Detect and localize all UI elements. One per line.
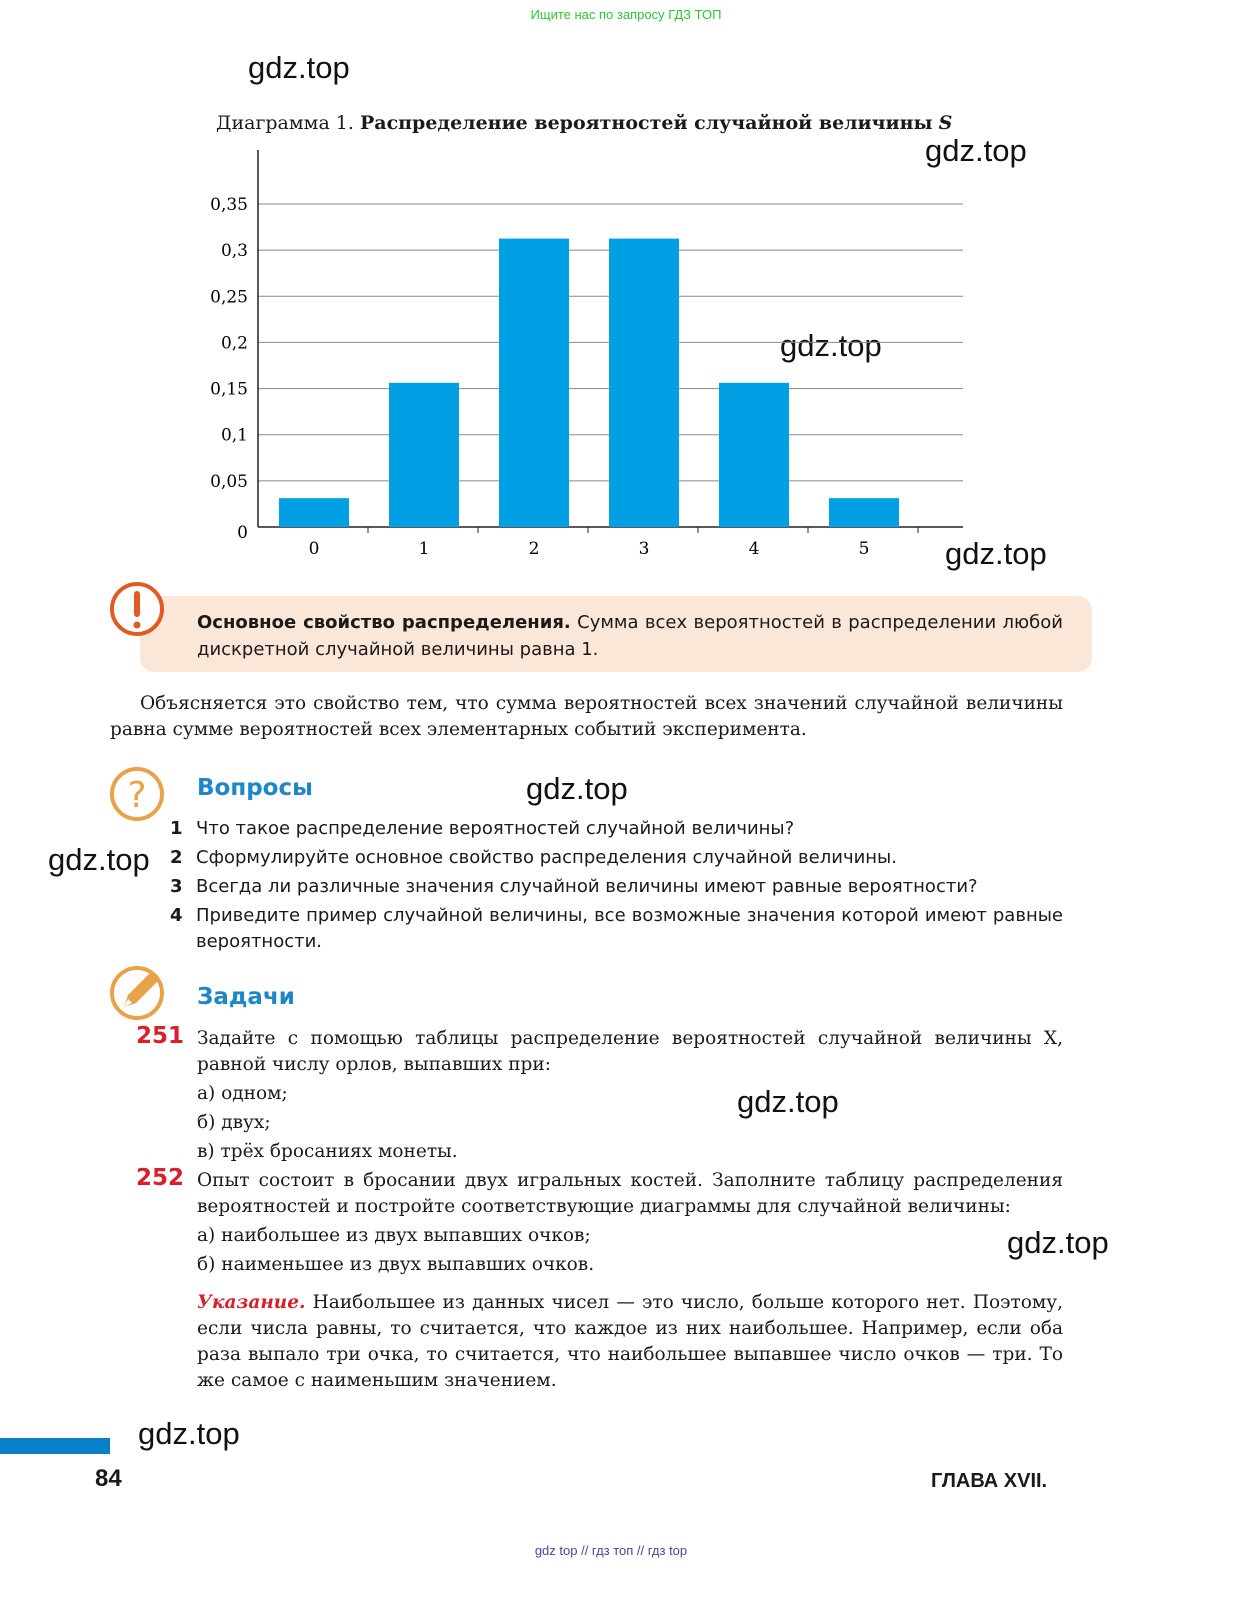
bar	[389, 383, 459, 527]
y-tick-label: 0,2	[220, 333, 248, 354]
bar	[829, 498, 899, 527]
x-tick-label: 2	[528, 539, 540, 559]
watermark: gdz.top	[526, 771, 628, 806]
task-252: Опыт состоит в бросании двух игральных костей. Заполните таблицу распределения вероятностей и постройте соответствующие диаграммы для случайной величины: а) наибольшее из двух выпавших очков; б) наименьшее из двух выпавших очков. Указание. Наибольшее из данных чисел — это число, больше которого нет. Поэтому, если числа равны, то считается, что каждое из них наибольшее. Например, если оба раза выпало три очка, то считается, что наибольшее выпавшее число очков — три. То же самое с наименьшим значением.	[197, 1168, 1063, 1394]
y-tick-label: 0	[237, 523, 248, 543]
y-tick-label: 0,35	[210, 195, 248, 215]
bar	[279, 498, 349, 527]
y-tick-label: 0,15	[210, 379, 248, 400]
chart-title-var: S	[938, 112, 953, 134]
x-tick-label: 0	[308, 539, 320, 559]
question-item: 3 Всегда ли различные значения случайной величины имеют равные вероятности?	[170, 876, 978, 897]
exclamation-icon	[108, 580, 166, 638]
question-icon	[108, 765, 166, 823]
question-item: 1 Что такое распределение вероятностей случайной величины?	[170, 818, 795, 839]
explanation: Объясняется это свойство тем, что сумма вероятностей всех значений случайной величины равна сумме вероятностей всех элементарных событий эксперимента.	[110, 693, 1063, 740]
chapter-label: ГЛАВА XVII.	[931, 1470, 1048, 1492]
page-number: 84	[95, 1465, 122, 1492]
watermark: gdz.top	[925, 133, 1027, 168]
rule-title: Основное свойство распределения.	[197, 612, 571, 633]
task-number: 251	[136, 1023, 185, 1049]
footer-links[interactable]: gdz top // гдз топ // гдз top	[534, 1543, 688, 1558]
svg-text:?: ?	[127, 775, 147, 816]
rule-body: Сумма всех вероятностей в распределении любой дискретной случайной величины равна 1.	[197, 612, 1063, 660]
watermark: gdz.top	[945, 536, 1047, 571]
questions-list	[170, 816, 1063, 955]
y-tick-label: 0,05	[210, 471, 248, 492]
task-number: 252	[136, 1165, 185, 1191]
bar	[499, 239, 569, 527]
tasks-heading: Задачи	[197, 984, 295, 1010]
bar	[609, 239, 679, 527]
hint: Указание. Наибольшее из данных чисел — это число, больше которого нет. Поэтому, если числа равны, то считается, что каждое из них наибольшее. Например, если оба раза выпало три очка, то считается, что наибольшее выпавшее число очков — три. То же самое с наименьшим значением.	[197, 1292, 1064, 1391]
questions-heading: Вопросы	[197, 775, 313, 801]
bar-chart	[0, 0, 1252, 580]
page-edge-bar	[0, 1438, 110, 1454]
watermark: gdz.top	[780, 328, 882, 363]
pencil-icon	[108, 963, 168, 1023]
question-item: 2 Сформулируйте основное свойство распределения случайной величины.	[170, 847, 897, 868]
chart-title-main: Распределение вероятностей случайной величины	[359, 112, 933, 134]
x-tick-label: 4	[748, 539, 760, 559]
y-tick-label: 0,1	[220, 425, 248, 446]
bar	[719, 383, 789, 527]
y-tick-label: 0,25	[210, 287, 248, 308]
watermark: gdz.top	[48, 842, 150, 877]
y-tick-label: 0,3	[220, 241, 248, 262]
watermark: gdz.top	[737, 1084, 839, 1119]
chart-title-prefix: Диаграмма 1.	[216, 112, 354, 134]
watermark: gdz.top	[248, 50, 350, 85]
watermark: gdz.top	[1007, 1225, 1109, 1260]
watermark: gdz.top	[138, 1416, 240, 1451]
rule-text	[197, 609, 1063, 663]
x-tick-label: 1	[418, 539, 430, 559]
x-tick-label: 5	[858, 539, 870, 559]
question-item: 4 Приведите пример случайной величины, все возможные значения которой имеют равные вероятности.	[170, 905, 1063, 952]
task-251: Задайте с помощью таблицы распределение вероятностей случайной величины X, равной числу орлов, выпавших при: а) одном; б) двух; в) трёх бросаниях монеты.	[197, 1028, 1063, 1162]
x-tick-label: 3	[638, 539, 650, 559]
search-note: Ищите нас по запросу ГДЗ ТОП	[530, 7, 722, 22]
